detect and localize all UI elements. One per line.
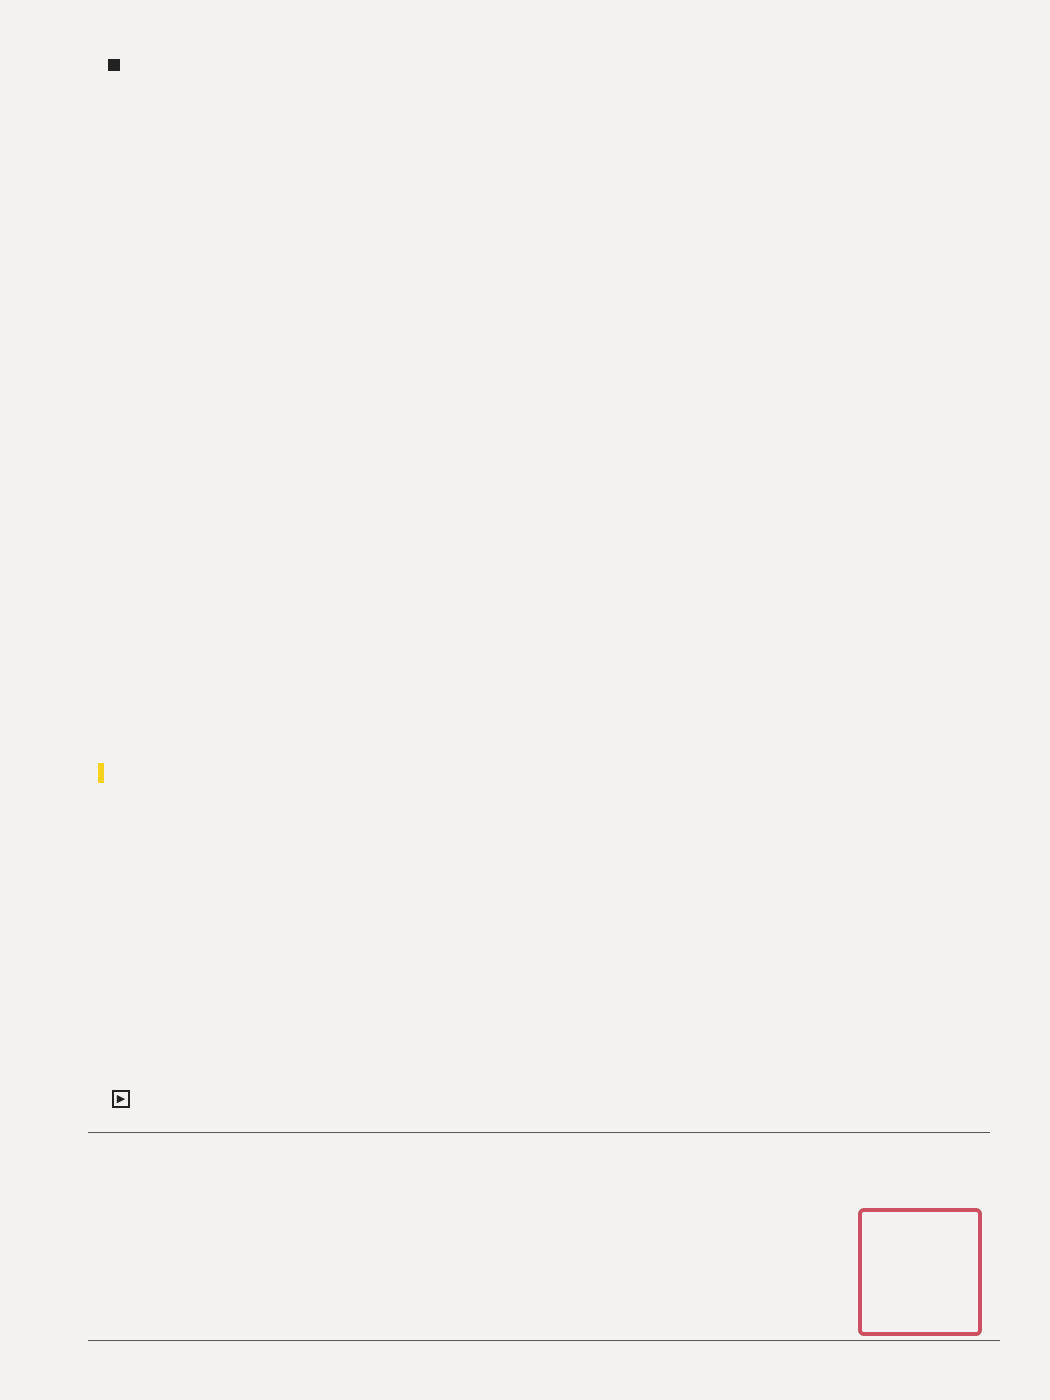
- notice-line: [108, 56, 128, 74]
- arrow-box-icon: ▶: [112, 1090, 130, 1108]
- footer-divider: [88, 1340, 1000, 1341]
- square-bullet-icon: [108, 59, 120, 71]
- divider: [88, 1132, 990, 1133]
- official-seal-stamp: [858, 1208, 982, 1336]
- guide-heading: [98, 763, 104, 783]
